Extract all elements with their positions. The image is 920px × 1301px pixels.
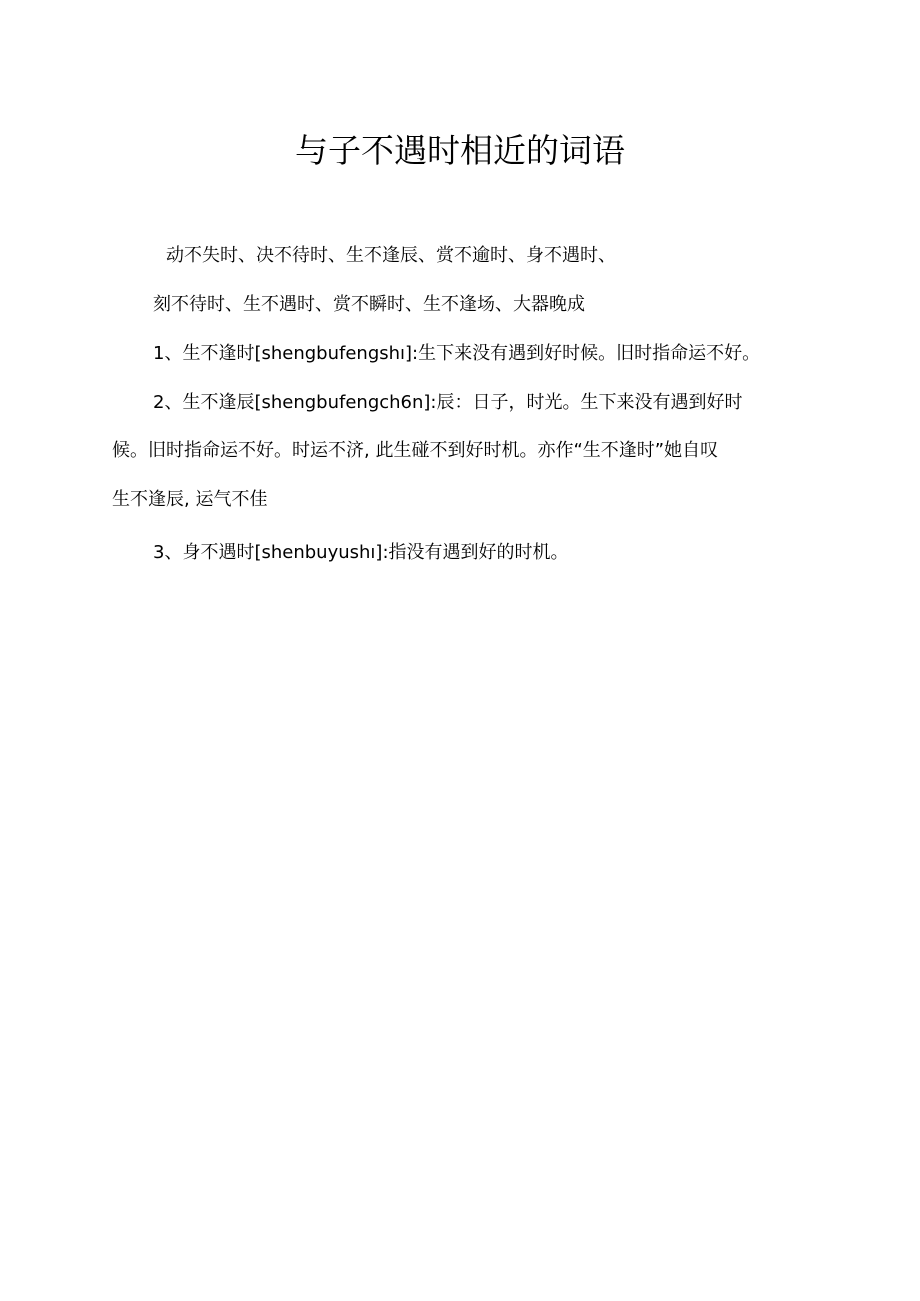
- synonym-list-line-2: 刻不待时、生不遇时、赏不瞬时、生不逢场、大器晚成: [153, 294, 585, 315]
- definition-1: 1、生不逢时[shengbufengshı]:生下来没有遇到好时候。旧时指命运不好。: [153, 343, 761, 364]
- definition-2-line-3: 生不逢辰, 运气不佳: [112, 489, 268, 510]
- page-title: 与子不遇时相近的词语: [295, 131, 625, 170]
- definition-3: 3、身不遇时[shenbuyushı]:指没有遇到好的时机。: [153, 542, 569, 563]
- synonym-list-line-1: 动不失时、决不待时、生不逢辰、赏不逾时、身不遇时、: [166, 245, 616, 266]
- definition-2-line-2: 候。旧时指命运不好。时运不济, 此生碰不到好时机。亦作“生不逢时”她自叹: [112, 440, 719, 461]
- definition-2-line-1: 2、生不逢辰[shengbufengch6n]:辰：日子，时光。生下来没有遇到好时: [153, 392, 743, 413]
